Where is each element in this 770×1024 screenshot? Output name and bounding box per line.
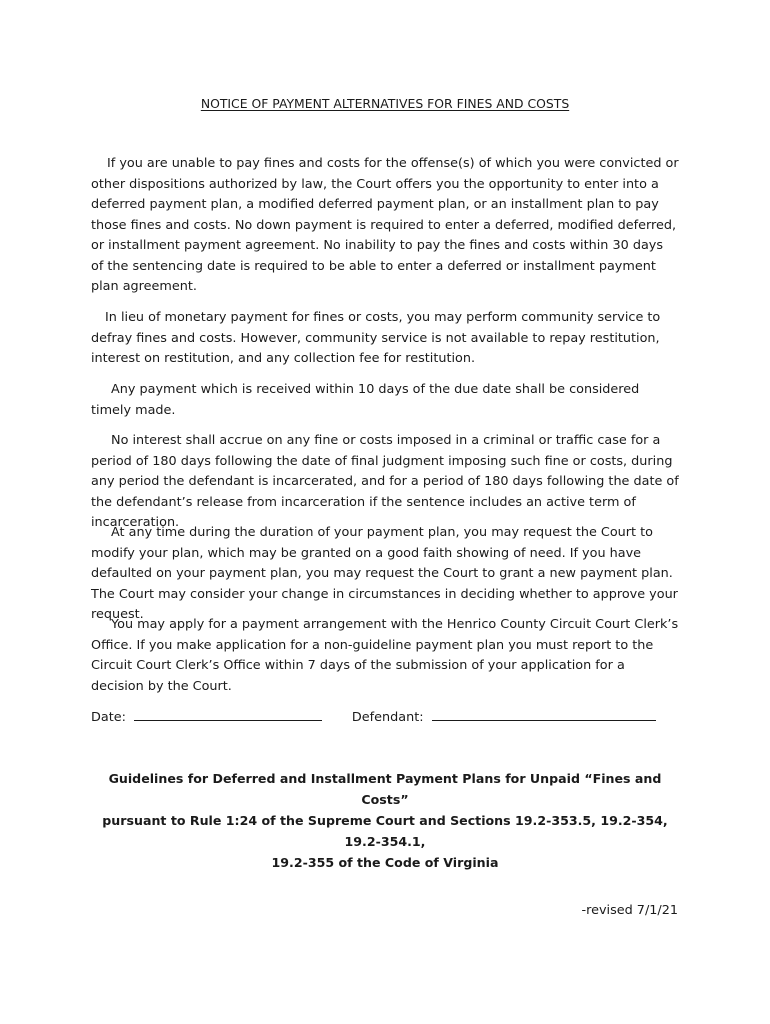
defendant-label: Defendant: [351, 710, 424, 725]
guidelines-line: Guidelines for Deferred and Installment Payment Plans for Unpaid “Fines and Costs” [108, 771, 662, 807]
date-field[interactable] [134, 706, 322, 721]
signature-line [91, 706, 679, 728]
paragraph-payment-plans: If you are unable to pay fines and costs for the offense(s) of which you were convicted or other dispositions authorized by law, the Court offers you the opportunity to enter into a deferred payment plan, a modified deferred payment plan, or an installment plan to pay those fines and costs. No down payment is required to enter a deferred, modified deferred, or installment payment agreement. No inability to pay the fines and costs within 30 days of the sentencing date is required to be able to enter a deferred or installment payment plan agreement. [91, 156, 679, 294]
revision-date: -revised 7/1/21 [581, 903, 678, 918]
guidelines-line: 19.2-355 of the Code of Virginia [271, 855, 499, 870]
paragraph-community-service: In lieu of monetary payment for fines or costs, you may perform community service to defray fines and costs. However, community service is not available to repay restitution, interest on restitution, and any collection fee for restitution. [91, 310, 661, 366]
paragraph-timely-payment: Any payment which is received within 10 days of the due date shall be considered timely made. [91, 382, 640, 418]
guidelines-heading [91, 768, 679, 873]
document-title: NOTICE OF PAYMENT ALTERNATIVES FOR FINES AND COSTS [200, 96, 570, 111]
paragraph-interest: No interest shall accrue on any fine or costs imposed in a criminal or traffic case for a period of 180 days following the date of final judgment imposing such fine or costs, during any period the defendant is incarcerated, and for a period of 180 days following the date of the defendant’s release from incarceration if the sentence includes an active term of incarceration. [91, 433, 679, 530]
guidelines-line: pursuant to Rule 1:24 of the Supreme Court and Sections 19.2-353.5, 19.2-354, 19.2-354.1, [102, 813, 668, 849]
paragraph-modify-plan: At any time during the duration of your payment plan, you may request the Court to modify your plan, which may be granted on a good faith showing of need. If you have defaulted on your payment plan, you may request the Court to grant a new payment plan. The Court may consider your change in circumstances in deciding whether to approve your request. [91, 525, 678, 622]
paragraph-apply: You may apply for a payment arrangement with the Henrico County Circuit Court Clerk’s Office. If you make application for a non-guideline payment plan you must report to the Circuit Court Clerk’s Office within 7 days of the submission of your application for a decision by the Court. [91, 617, 679, 694]
date-label: Date: [91, 710, 126, 725]
defendant-field[interactable] [432, 706, 656, 721]
